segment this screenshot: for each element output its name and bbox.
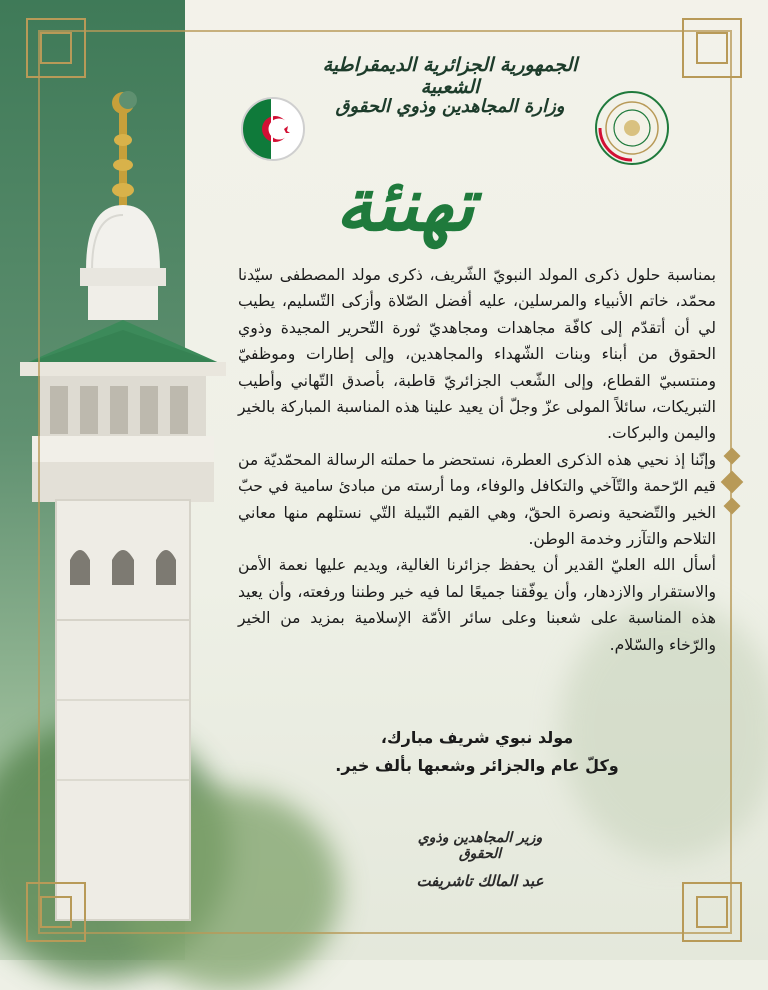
frame-corner-bottom-right — [682, 882, 742, 942]
greeting-paragraph: بمناسبة حلول ذكرى المولد النبويّ الشّريف، ذكرى مولد المصطفى سيّدنا محمّد، خاتم الأنبياء والمرسلين، عليه أفضل الصّلاة وأزكى التّسليم، يطيب لي أن أتقدّم إلى كافّة مجاهدات ومجاهديّ ثورة التّحرير المجيدة وذوي الحقوق من أبناء وبنات الشّهداء والمجاهدين، وإلى إطارات وموظفيّ ومنتسبيّ القطاع، وإلى الشّعب الجزائريّ قاطبة، بأصدق التّهاني وأطيب التبريكات، سائلاً المولى عزّ وجلّ أن يعيد علينا هذه المناسبة المباركة بالخير واليمن والبركات. — [238, 266, 716, 443]
signature-ministry: وزير المجاهدين وذوي الحقوق — [417, 830, 543, 862]
ministry-header: وزارة المجاهدين وذوي الحقوق — [335, 96, 565, 117]
wishes-line: مولد نبوي شريف مبارك، — [380, 728, 574, 747]
frame-corner-top-right — [682, 18, 742, 78]
greeting-body — [238, 262, 716, 658]
signature-name: عبد المالك تاشريفت — [416, 872, 544, 890]
frame-corner-top-left — [26, 18, 86, 78]
wishes-line: وكلّ عام والجزائر وشعبها بألف خير. — [335, 756, 619, 775]
closing-wishes — [238, 724, 716, 780]
frame-corner-bottom-left — [26, 882, 86, 942]
title-calligraphy: تهنئة — [335, 162, 475, 248]
greeting-paragraph: وإنّنا إذ نحيي هذه الذكرى العطرة، نستحضر ما حملته الرسالة المحمّديّة من قيم الرّحمة والتّآخي والتكافل والوفاء، وما أرسته من مبادئ سامية في حبّ الخير والتّضحية ونصرة الحقّ، وهي القيم النّبيلة التّي نستلهم منها معاني التلاحم والتآزر وخدمة الوطن. — [238, 450, 716, 549]
algerian-flag-icon — [240, 96, 306, 162]
republic-header: الجمهورية الجزائرية الديمقراطية الشعبية — [322, 54, 578, 98]
ministry-emblem-icon — [592, 88, 672, 168]
greeting-paragraph: أسأل الله العليّ القدير أن يحفظ جزائرنا الغالية، ويديم عليها نعمة الأمن والاستقرار والازدهار، وأن يوفّقنا جميعًا لما فيه خير وطننا ورفعته، وأن يعيد هذه المناسبة على شعبنا وعلى سائر الأمّة الإسلامية بمزيد من الخير والرّخاء والسّلام. — [238, 556, 716, 654]
